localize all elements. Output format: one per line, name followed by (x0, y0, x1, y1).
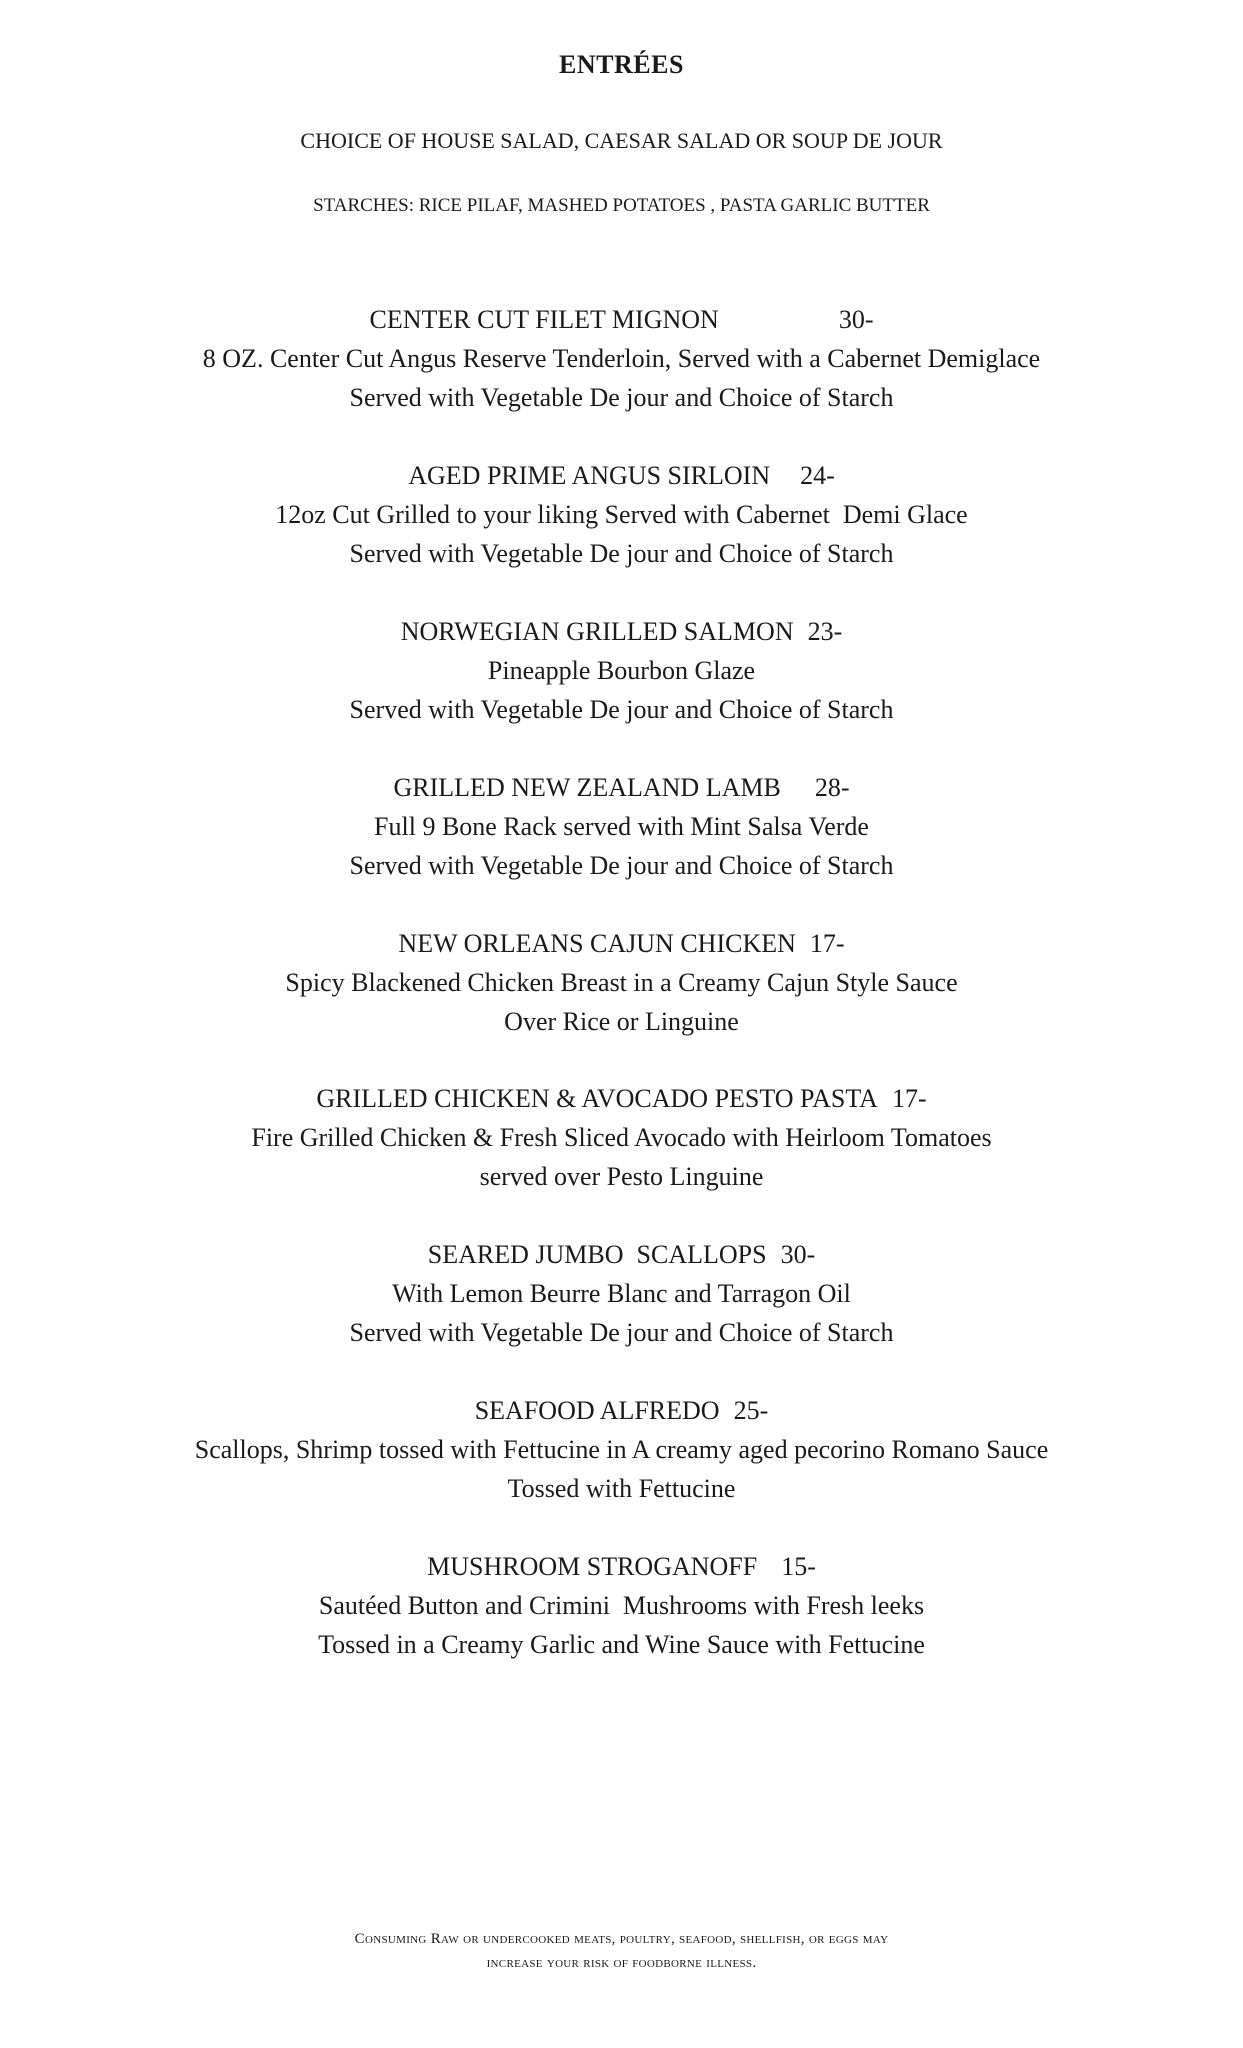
menu-item-heading (0, 1391, 1243, 1430)
menu-item-description: Served with Vegetable De jour and Choice of Starch (349, 539, 894, 568)
menu-item-name: GRILLED CHICKEN & AVOCADO PESTO PASTA (316, 1084, 878, 1113)
menu-item-heading (0, 1079, 1243, 1118)
menu-item-heading (0, 612, 1243, 651)
menu-item-description: Scallops, Shrimp tossed with Fettucine in A creamy aged pecorino Romano Sauce (194, 1435, 1049, 1464)
starches-note: STARCHES: RICE PILAF, MASHED POTATOES , PASTA GARLIC BUTTER (313, 195, 930, 216)
menu-item-price: 15- (781, 1552, 816, 1581)
menu-item-scallops (0, 1235, 1243, 1352)
menu-item-heading (0, 300, 1243, 339)
page-title: ENTRÉES (559, 50, 684, 79)
menu-item-heading (0, 456, 1243, 495)
menu-item-description: 12oz Cut Grilled to your liking Served with Cabernet Demi Glace (275, 500, 968, 529)
menu-item-name: NEW ORLEANS CAJUN CHICKEN (398, 929, 796, 958)
menu-item-description: Sautéed Button and Crimini Mushrooms with Fresh leeks (318, 1591, 925, 1620)
menu-item-salmon (0, 612, 1243, 729)
menu-item-description: With Lemon Beurre Blanc and Tarragon Oil (392, 1279, 851, 1308)
disclaimer-line: increase your risk of foodborne illness. (486, 1955, 757, 1971)
menu-item-name: SEARED JUMBO SCALLOPS (427, 1240, 767, 1269)
menu-item-name: CENTER CUT FILET MIGNON (369, 305, 719, 334)
menu-item-heading (0, 924, 1243, 963)
menu-item-price: 30- (780, 1240, 816, 1269)
menu-item-heading (0, 768, 1243, 807)
menu-item-description: Pineapple Bourbon Glaze (487, 656, 756, 685)
menu-item-price: 30- (838, 305, 874, 334)
menu-item-description: Full 9 Bone Rack served with Mint Salsa Verde (374, 812, 869, 841)
menu-item-price: 24- (800, 461, 835, 490)
menu-item-seafood-alfredo (0, 1391, 1243, 1508)
menu-item-pesto-pasta (0, 1079, 1243, 1196)
menu-item-description: Served with Vegetable De jour and Choice of Starch (349, 383, 894, 412)
menu-item-description: Served with Vegetable De jour and Choice of Starch (349, 695, 894, 724)
disclaimer-line: Consuming Raw or undercooked meats, poultry, seafood, shellfish, or eggs may (354, 1931, 889, 1947)
menu-item-price: 23- (807, 617, 843, 646)
menu-item-name: MUSHROOM STROGANOFF (427, 1552, 758, 1581)
menu-item-filet-mignon (0, 300, 1243, 417)
menu-item-description: Served with Vegetable De jour and Choice of Starch (349, 1318, 894, 1347)
menu-item-price: 17- (809, 929, 845, 958)
menu-item-description: Tossed in a Creamy Garlic and Wine Sauce with Fettucine (318, 1630, 925, 1659)
menu-item-description: Over Rice or Linguine (504, 1007, 739, 1036)
food-safety-disclaimer (0, 1927, 1243, 1975)
menu-item-lamb (0, 768, 1243, 885)
menu-item-description: Fire Grilled Chicken & Fresh Sliced Avocado with Heirloom Tomatoes (251, 1123, 992, 1152)
menu-item-sirloin (0, 456, 1243, 573)
menu-item-mushroom-stroganoff (0, 1547, 1243, 1664)
menu-item-description: Tossed with Fettucine (507, 1474, 736, 1503)
menu-item-price: 17- (891, 1084, 927, 1113)
menu-item-name: AGED PRIME ANGUS SIRLOIN (408, 461, 771, 490)
menu-item-name: GRILLED NEW ZEALAND LAMB (393, 773, 781, 802)
menu-item-heading (0, 1235, 1243, 1274)
menu-item-name: NORWEGIAN GRILLED SALMON (400, 617, 794, 646)
menu-item-description: Served with Vegetable De jour and Choice of Starch (349, 851, 894, 880)
menu-item-price: 28- (814, 773, 850, 802)
menu-item-price: 25- (733, 1396, 769, 1425)
menu-item-description: 8 OZ. Center Cut Angus Reserve Tenderloin, Served with a Cabernet Demiglace (202, 344, 1041, 373)
menu-item-name: SEAFOOD ALFREDO (474, 1396, 720, 1425)
menu-item-heading (0, 1547, 1243, 1586)
menu-item-description: served over Pesto Linguine (479, 1162, 764, 1191)
salad-choice-note: CHOICE OF HOUSE SALAD, CAESAR SALAD OR SOUP DE JOUR (300, 128, 943, 153)
menu-item-cajun-chicken (0, 924, 1243, 1041)
menu-item-description: Spicy Blackened Chicken Breast in a Creamy Cajun Style Sauce (285, 968, 958, 997)
